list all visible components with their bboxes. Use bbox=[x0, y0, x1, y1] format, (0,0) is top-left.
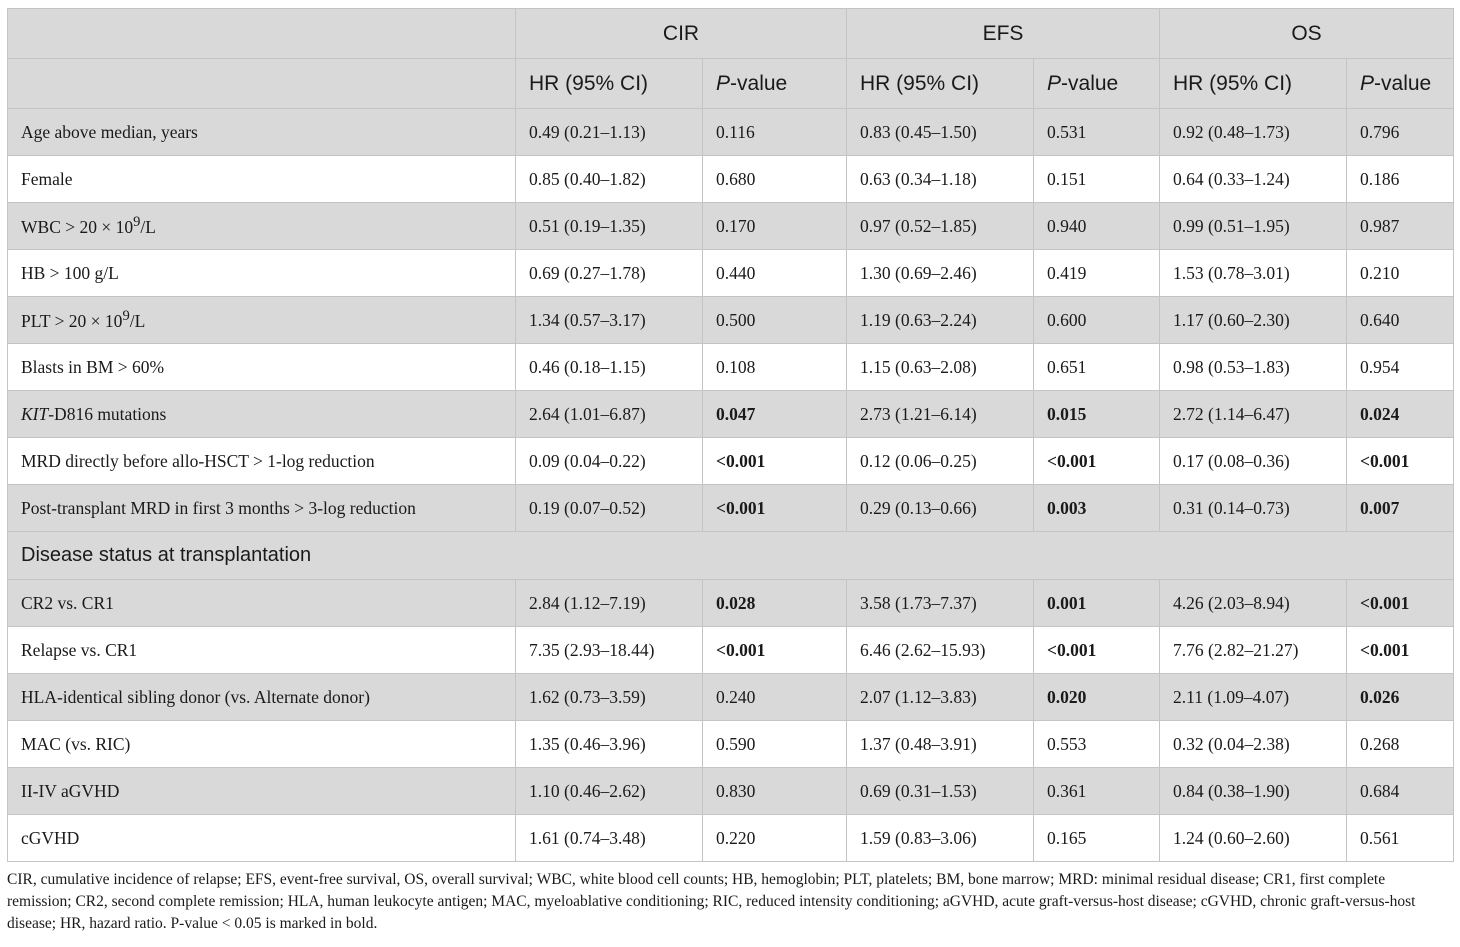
p-os-cell: <0.001 bbox=[1347, 438, 1454, 485]
header-group-row bbox=[8, 9, 1454, 59]
hr-efs-cell: 3.58 (1.73–7.37) bbox=[847, 580, 1034, 627]
p-cir-cell: 0.680 bbox=[703, 156, 847, 203]
hr-efs-cell: 0.69 (0.31–1.53) bbox=[847, 768, 1034, 815]
table-row bbox=[8, 485, 1454, 532]
header-hr-efs: HR (95% CI) bbox=[847, 59, 1034, 109]
row-label: Post-transplant MRD in first 3 months > 3-log reduction bbox=[8, 485, 516, 532]
p-cir-cell: <0.001 bbox=[703, 438, 847, 485]
p-os-cell: 0.186 bbox=[1347, 156, 1454, 203]
hr-os-cell: 0.92 (0.48–1.73) bbox=[1160, 109, 1347, 156]
hr-cir-cell: 0.19 (0.07–0.52) bbox=[516, 485, 703, 532]
hr-efs-cell: 1.37 (0.48–3.91) bbox=[847, 721, 1034, 768]
table-row bbox=[8, 250, 1454, 297]
hr-cir-cell: 1.62 (0.73–3.59) bbox=[516, 674, 703, 721]
table-row bbox=[8, 580, 1454, 627]
hr-os-cell: 0.99 (0.51–1.95) bbox=[1160, 203, 1347, 250]
p-os-cell: 0.210 bbox=[1347, 250, 1454, 297]
hr-efs-cell: 1.59 (0.83–3.06) bbox=[847, 815, 1034, 862]
hazard-ratio-table bbox=[7, 8, 1454, 862]
p-efs-cell: 0.419 bbox=[1034, 250, 1160, 297]
hr-efs-cell: 0.12 (0.06–0.25) bbox=[847, 438, 1034, 485]
header-os: OS bbox=[1160, 9, 1454, 59]
row-label: Age above median, years bbox=[8, 109, 516, 156]
hr-cir-cell: 2.84 (1.12–7.19) bbox=[516, 580, 703, 627]
p-cir-cell: 0.590 bbox=[703, 721, 847, 768]
header-empty-cell bbox=[8, 59, 516, 109]
hr-os-cell: 0.17 (0.08–0.36) bbox=[1160, 438, 1347, 485]
p-os-cell: 0.640 bbox=[1347, 297, 1454, 344]
hr-cir-cell: 1.34 (0.57–3.17) bbox=[516, 297, 703, 344]
table-row bbox=[8, 109, 1454, 156]
hr-cir-cell: 0.46 (0.18–1.15) bbox=[516, 344, 703, 391]
section-label: Disease status at transplantation bbox=[8, 532, 1454, 580]
table-row bbox=[8, 203, 1454, 250]
p-cir-cell: 0.440 bbox=[703, 250, 847, 297]
table-row bbox=[8, 768, 1454, 815]
hr-efs-cell: 1.19 (0.63–2.24) bbox=[847, 297, 1034, 344]
table-row bbox=[8, 391, 1454, 438]
p-cir-cell: <0.001 bbox=[703, 627, 847, 674]
p-os-cell: 0.954 bbox=[1347, 344, 1454, 391]
hr-os-cell: 0.64 (0.33–1.24) bbox=[1160, 156, 1347, 203]
section-row bbox=[8, 532, 1454, 580]
hr-efs-cell: 1.15 (0.63–2.08) bbox=[847, 344, 1034, 391]
hr-os-cell: 1.53 (0.78–3.01) bbox=[1160, 250, 1347, 297]
table-row bbox=[8, 627, 1454, 674]
row-label: MAC (vs. RIC) bbox=[8, 721, 516, 768]
hr-os-cell: 0.31 (0.14–0.73) bbox=[1160, 485, 1347, 532]
hr-os-cell: 2.11 (1.09–4.07) bbox=[1160, 674, 1347, 721]
table-footnote: CIR, cumulative incidence of relapse; EFS, event-free survival, OS, overall survival; WBC, white blood cell counts; HB, hemoglobin; PLT, platelets; BM, bone marrow; MRD: minimal residual disease; CR1, first complete remission; CR2, second complete remission; HLA, human leukocyte antigen; MAC, myeloablative conditioning; RIC, reduced intensity conditioning; aGVHD, acute graft-versus-host disease; cGVHD, chronic graft-versus-host disease; HR, hazard ratio. P-value < 0.05 is marked in bold. bbox=[7, 871, 1416, 932]
row-label: Blasts in BM > 60% bbox=[8, 344, 516, 391]
table-row bbox=[8, 721, 1454, 768]
table-row bbox=[8, 156, 1454, 203]
hr-os-cell: 0.84 (0.38–1.90) bbox=[1160, 768, 1347, 815]
hr-os-cell: 0.32 (0.04–2.38) bbox=[1160, 721, 1347, 768]
p-efs-cell: 0.553 bbox=[1034, 721, 1160, 768]
hr-efs-cell: 0.83 (0.45–1.50) bbox=[847, 109, 1034, 156]
p-os-cell: 0.026 bbox=[1347, 674, 1454, 721]
hr-os-cell: 2.72 (1.14–6.47) bbox=[1160, 391, 1347, 438]
header-efs: EFS bbox=[847, 9, 1160, 59]
row-label: II-IV aGVHD bbox=[8, 768, 516, 815]
table-row bbox=[8, 438, 1454, 485]
header-empty-cell bbox=[8, 9, 516, 59]
row-label: KIT-D816 mutations bbox=[8, 391, 516, 438]
row-label: MRD directly before allo-HSCT > 1-log reduction bbox=[8, 438, 516, 485]
header-cir: CIR bbox=[516, 9, 847, 59]
hr-cir-cell: 0.85 (0.40–1.82) bbox=[516, 156, 703, 203]
p-os-cell: 0.987 bbox=[1347, 203, 1454, 250]
p-cir-cell: 0.108 bbox=[703, 344, 847, 391]
hr-efs-cell: 1.30 (0.69–2.46) bbox=[847, 250, 1034, 297]
header-hr-cir: HR (95% CI) bbox=[516, 59, 703, 109]
hr-cir-cell: 1.10 (0.46–2.62) bbox=[516, 768, 703, 815]
hr-cir-cell: 7.35 (2.93–18.44) bbox=[516, 627, 703, 674]
row-label: HB > 100 g/L bbox=[8, 250, 516, 297]
row-label: HLA-identical sibling donor (vs. Alternate donor) bbox=[8, 674, 516, 721]
p-efs-cell: 0.020 bbox=[1034, 674, 1160, 721]
hr-efs-cell: 6.46 (2.62–15.93) bbox=[847, 627, 1034, 674]
p-efs-cell: 0.600 bbox=[1034, 297, 1160, 344]
hr-cir-cell: 2.64 (1.01–6.87) bbox=[516, 391, 703, 438]
p-efs-cell: 0.003 bbox=[1034, 485, 1160, 532]
p-os-cell: <0.001 bbox=[1347, 627, 1454, 674]
p-os-cell: 0.796 bbox=[1347, 109, 1454, 156]
hr-cir-cell: 0.51 (0.19–1.35) bbox=[516, 203, 703, 250]
p-os-cell: 0.268 bbox=[1347, 721, 1454, 768]
row-label: CR2 vs. CR1 bbox=[8, 580, 516, 627]
hr-os-cell: 7.76 (2.82–21.27) bbox=[1160, 627, 1347, 674]
p-efs-cell: 0.015 bbox=[1034, 391, 1160, 438]
row-label: PLT > $20 \times 10^9/L$ bbox=[8, 297, 516, 344]
hr-os-cell: 0.98 (0.53–1.83) bbox=[1160, 344, 1347, 391]
hr-cir-cell: 0.69 (0.27–1.78) bbox=[516, 250, 703, 297]
hr-os-cell: 1.24 (0.60–2.60) bbox=[1160, 815, 1347, 862]
hr-efs-cell: 2.07 (1.12–3.83) bbox=[847, 674, 1034, 721]
table-row bbox=[8, 674, 1454, 721]
hr-os-cell: 4.26 (2.03–8.94) bbox=[1160, 580, 1347, 627]
row-label: cGVHD bbox=[8, 815, 516, 862]
p-efs-cell: 0.001 bbox=[1034, 580, 1160, 627]
p-cir-cell: 0.500 bbox=[703, 297, 847, 344]
p-os-cell: 0.561 bbox=[1347, 815, 1454, 862]
p-cir-cell: 0.047 bbox=[703, 391, 847, 438]
p-os-cell: 0.684 bbox=[1347, 768, 1454, 815]
hr-efs-cell: 0.97 (0.52–1.85) bbox=[847, 203, 1034, 250]
hr-os-cell: 1.17 (0.60–2.30) bbox=[1160, 297, 1347, 344]
row-label: WBC > $20 \times 10^9/L$ bbox=[8, 203, 516, 250]
p-efs-cell: 0.531 bbox=[1034, 109, 1160, 156]
row-label: Female bbox=[8, 156, 516, 203]
table-row bbox=[8, 297, 1454, 344]
hr-efs-cell: 2.73 (1.21–6.14) bbox=[847, 391, 1034, 438]
p-cir-cell: 0.028 bbox=[703, 580, 847, 627]
header-sub-row bbox=[8, 59, 1454, 109]
row-label: Relapse vs. CR1 bbox=[8, 627, 516, 674]
p-os-cell: 0.024 bbox=[1347, 391, 1454, 438]
p-efs-cell: 0.651 bbox=[1034, 344, 1160, 391]
p-efs-cell: 0.151 bbox=[1034, 156, 1160, 203]
p-efs-cell: 0.361 bbox=[1034, 768, 1160, 815]
p-cir-cell: 0.240 bbox=[703, 674, 847, 721]
table-row bbox=[8, 815, 1454, 862]
p-efs-cell: 0.165 bbox=[1034, 815, 1160, 862]
p-os-cell: 0.007 bbox=[1347, 485, 1454, 532]
hr-cir-cell: 0.49 (0.21–1.13) bbox=[516, 109, 703, 156]
header-hr-os: HR (95% CI) bbox=[1160, 59, 1347, 109]
p-cir-cell: 0.170 bbox=[703, 203, 847, 250]
p-os-cell: <0.001 bbox=[1347, 580, 1454, 627]
p-cir-cell: 0.830 bbox=[703, 768, 847, 815]
p-cir-cell: 0.220 bbox=[703, 815, 847, 862]
header-p-os: P-value bbox=[1347, 59, 1454, 109]
p-efs-cell: <0.001 bbox=[1034, 438, 1160, 485]
hr-cir-cell: 1.35 (0.46–3.96) bbox=[516, 721, 703, 768]
p-cir-cell: <0.001 bbox=[703, 485, 847, 532]
hr-cir-cell: 1.61 (0.74–3.48) bbox=[516, 815, 703, 862]
header-p-efs: P-value bbox=[1034, 59, 1160, 109]
table-row bbox=[8, 344, 1454, 391]
hr-cir-cell: 0.09 (0.04–0.22) bbox=[516, 438, 703, 485]
hr-efs-cell: 0.29 (0.13–0.66) bbox=[847, 485, 1034, 532]
p-efs-cell: <0.001 bbox=[1034, 627, 1160, 674]
p-cir-cell: 0.116 bbox=[703, 109, 847, 156]
hr-efs-cell: 0.63 (0.34–1.18) bbox=[847, 156, 1034, 203]
p-efs-cell: 0.940 bbox=[1034, 203, 1160, 250]
header-p-cir: P-value bbox=[703, 59, 847, 109]
